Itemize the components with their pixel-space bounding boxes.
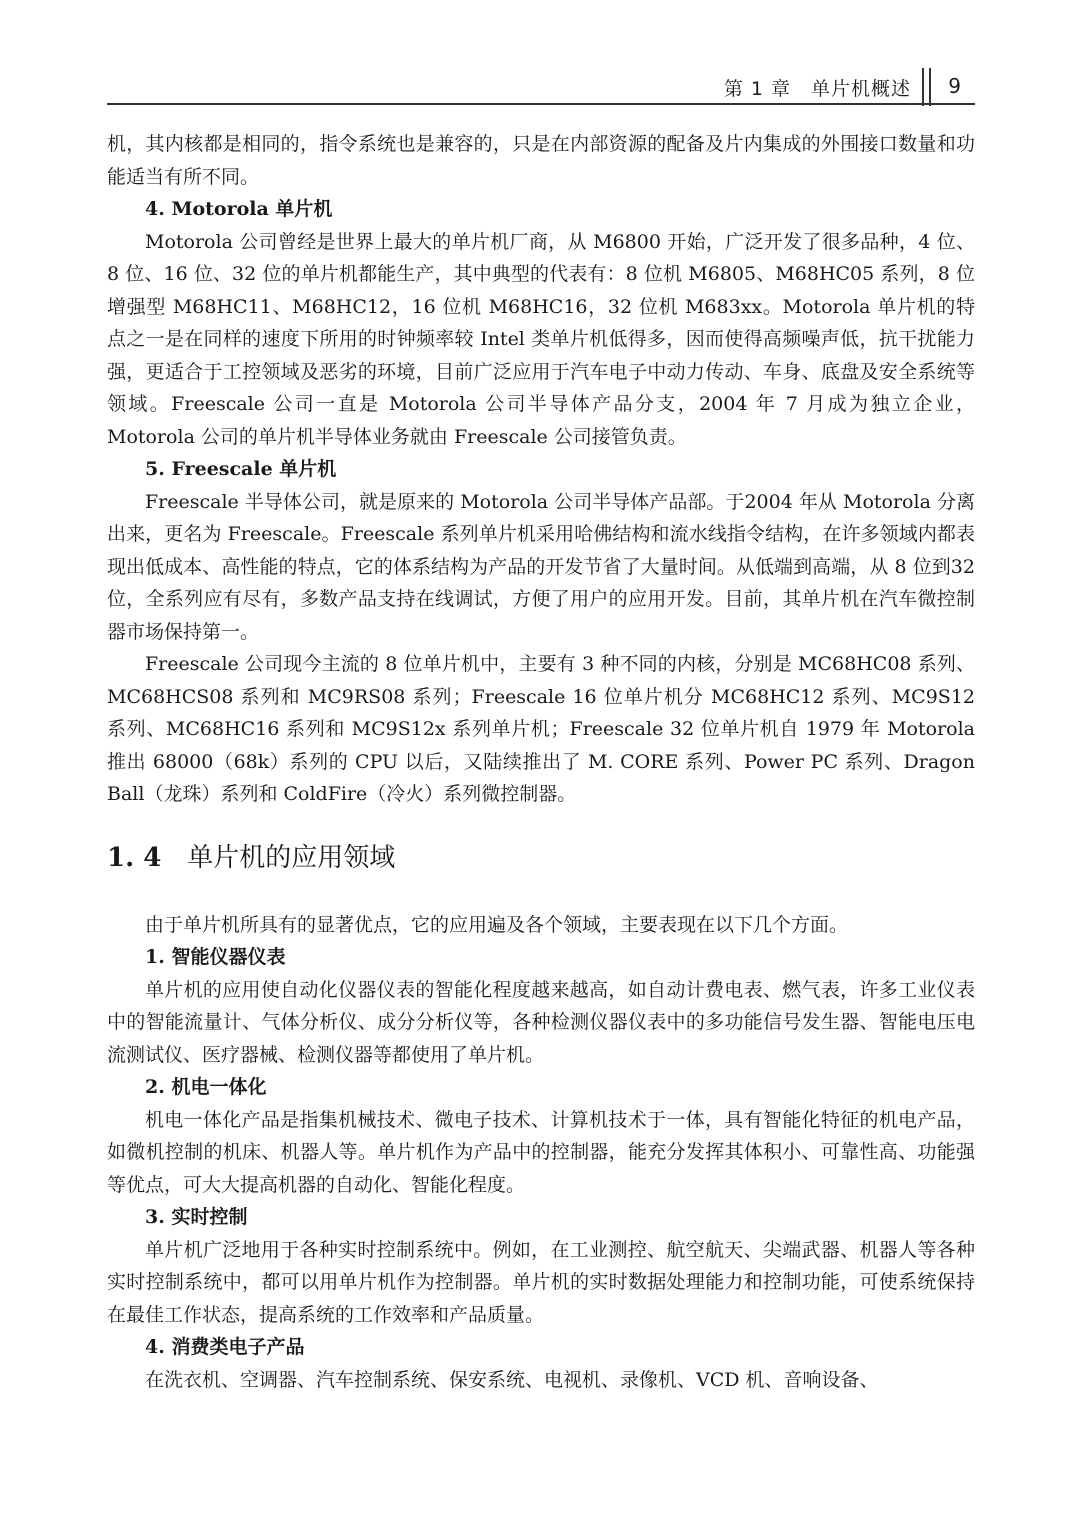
header-divider xyxy=(922,68,924,106)
paragraph-intro: 由于单片机所具有的显著优点，它的应用遍及各个领域，主要表现在以下几个方面。 xyxy=(145,913,849,936)
section-title: 单片机的应用领域 xyxy=(187,842,396,873)
running-header xyxy=(107,68,975,106)
paragraph-freescale-1: Freescale 半导体公司，就是原来的 Motorola 公司半导体产品部。于2004 年从 Motorola 分离出来，更名为 Freescale。Freescale 系列单片机采用哈佛结构和流水线指令结构，在许多领域内都表现出低成本、高性能的特点，它的体系结构为产品的开发节省了大量时间。从低端到高端，从 8 位到32 位，全系列应有尽有，多数产品支持在线调试，方便了用户的应用开发。目前，其单片机在汽车微控制器市场保持第一。 xyxy=(107,490,975,643)
subheading-realtime-control: 3. 实时控制 xyxy=(145,1206,248,1228)
page-number: 9 xyxy=(948,74,961,98)
section-heading xyxy=(107,833,975,883)
section-number: 1. 4 xyxy=(107,842,162,873)
paragraph-continued: 机，其内核都是相同的，指令系统也是兼容的，只是在内部资源的配备及片内集成的外围接口数量和功能适当有所不同。 xyxy=(107,133,975,188)
header-divider xyxy=(929,68,931,106)
paragraph-realtime-control: 单片机广泛地用于各种实时控制系统中。例如，在工业测控、航空航天、尖端武器、机器人等各种实时控制系统中，都可以用单片机作为控制器。单片机的实时数据处理能力和控制功能，可使系统保持在最佳工作状态，提高系统的工作效率和产品质量。 xyxy=(107,1238,975,1326)
header-rule xyxy=(107,103,975,105)
paragraph-mechatronics: 机电一体化产品是指集机械技术、微电子技术、计算机技术于一体，具有智能化特征的机电产品，如微机控制的机床、机器人等。单片机作为产品中的控制器，能充分发挥其体积小、可靠性高、功能强等优点，可大大提高机器的自动化、智能化程度。 xyxy=(107,1108,975,1196)
paragraph-motorola: Motorola 公司曾经是世界上最大的单片机厂商，从 M6800 开始，广泛开发了很多品种，4 位、8 位、16 位、32 位的单片机都能生产，其中典型的代表有：8 位机 M6805、M68HC05 系列，8 位增强型 M68HC11、M68HC12，16 位机 M68HC16，32 位机 M683xx。Motorola 单片机的特点之一是在同样的速度下所用的时钟频率较 Intel 类单片机低得多，因而使得高频噪声低，抗干扰能力强，更适合于工控领域及恶劣的环境，目前广泛应用于汽车电子中动力传动、车身、底盘及安全系统等领域。Freescale 公司一直是 Motorola 公司半导体产品分支，2004 年 7 月成为独立企业，Motorola 公司的单片机半导体业务就由 Freescale 公司接管负责。 xyxy=(107,230,975,448)
paragraph-freescale-2: Freescale 公司现今主流的 8 位单片机中，主要有 3 种不同的内核，分别是 MC68HC08 系列、MC68HCS08 系列和 MC9RS08 系列；Freescale 16 位单片机分 MC68HC12 系列、MC9S12 系列、MC68HC16 系列和 MC9S12x 系列单片机；Freescale 32 位单片机自 1979 年 Motorola 推出 68000（68k）系列的 CPU 以后，又陆续推出了 M. CORE 系列、Power PC 系列、Dragon Ball（龙珠）系列和 ColdFire（冷火）系列微控制器。 xyxy=(107,653,975,805)
subheading-consumer-electronics: 4. 消费类电子产品 xyxy=(145,1336,305,1358)
subheading-freescale: 5. Freescale 单片机 xyxy=(145,458,337,480)
paragraph-consumer-electronics: 在洗衣机、空调器、汽车控制系统、保安系统、电视机、录像机、VCD 机、音响设备、 xyxy=(145,1368,879,1391)
subheading-motorola: 4. Motorola 单片机 xyxy=(145,198,333,220)
page-body xyxy=(107,128,975,1396)
subheading-instruments: 1. 智能仪器仪表 xyxy=(145,946,286,968)
subheading-mechatronics: 2. 机电一体化 xyxy=(145,1076,267,1098)
paragraph-instruments: 单片机的应用使自动化仪器仪表的智能化程度越来越高，如自动计费电表、燃气表，许多工业仪表中的智能流量计、气体分析仪、成分分析仪等，各种检测仪器仪表中的多功能信号发生器、智能电压电流测试仪、医疗器械、检测仪器等都使用了单片机。 xyxy=(107,978,975,1066)
chapter-title: 第 1 章 单片机概述 xyxy=(723,78,911,100)
